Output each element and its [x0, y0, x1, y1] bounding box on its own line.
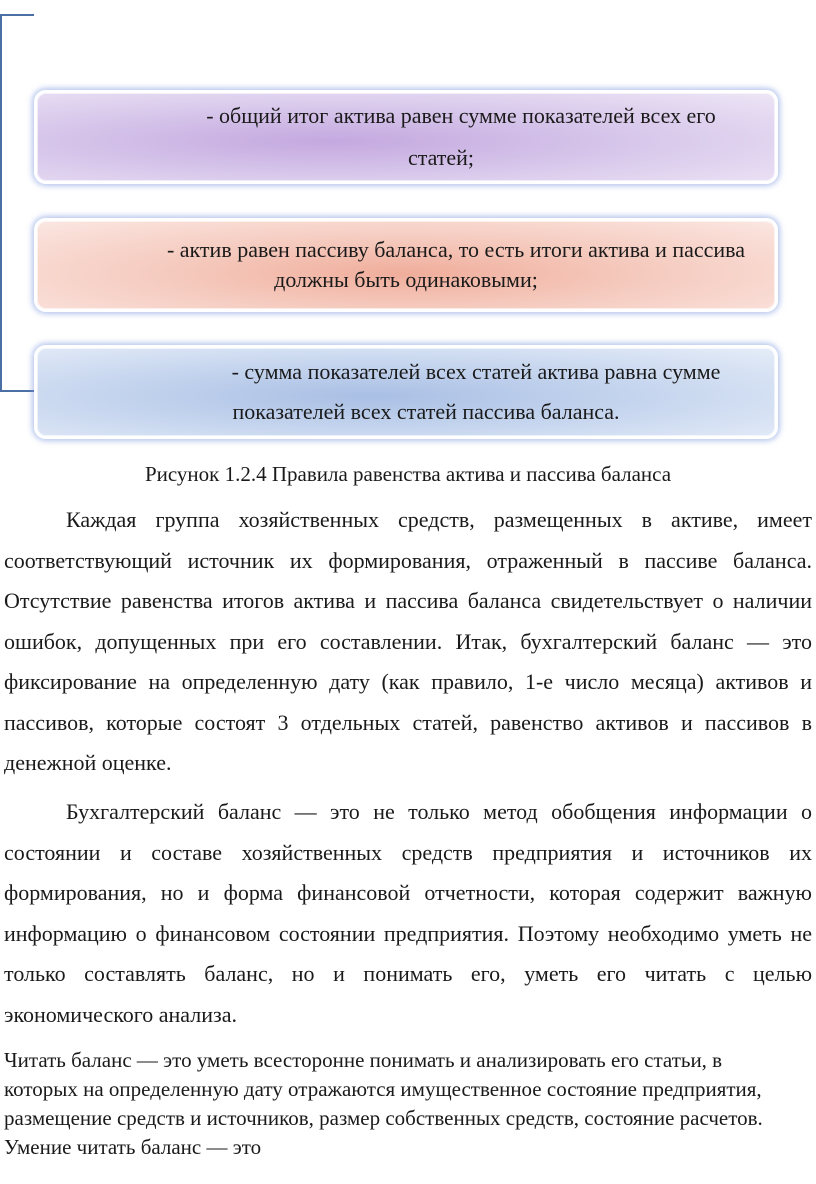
rule-box-line: статей;: [407, 145, 475, 170]
rule-box-line: - актив равен пассиву баланса, то есть итоги актива и пассива: [166, 237, 746, 262]
rule-box-line: должны быть одинаковыми;: [274, 267, 538, 292]
rule-box-total-assets: [34, 90, 778, 184]
figure-caption: Рисунок 1.2.4 Правила равенства актива и пассива баланса: [144, 462, 672, 486]
rule-box-assets-equal-liabilities: [34, 218, 778, 312]
paragraph: Бухгалтерский баланс — это не только метод обобщения информации о состоянии и составе хозяйственных средств предприятия и источников их формирования, но и форма финансовой отчетности, которая содержит важную информацию о финансовом состоянии предприятия. Поэтому необходимо уметь не только составлять баланс, но и понимать его, уметь его читать с целью экономического анализа.: [4, 799, 812, 1027]
diagram-bracket: [0, 14, 34, 392]
rule-box-line: показателей всех статей пассива баланса.: [232, 399, 620, 424]
paragraph: Читать баланс — это уметь всесторонне понимать и анализировать его статьи, в которых на определенную дату отражаются имущественное состояние предприятия, размещение средств и источников, размер собственных средств, состояние расчетов. Умение читать баланс — это: [4, 1048, 763, 1159]
rule-box-line: - сумма показателей всех статей актива равна сумме: [231, 359, 721, 384]
paragraph: Каждая группа хозяйственных средств, размещенных в активе, имеет соответствующий источник их формирования, отраженный в пассиве баланса. Отсутствие равенства итогов актива и пассива баланса свидетельствует о наличии ошибок, допущенных при его составлении. Итак, бухгалтерский баланс — это фиксирование на определенную дату (как правило, 1-е число месяца) активов и пассивов, которые состоят 3 отдельных статей, равенство активов и пассивов в денежной оценке.: [4, 507, 812, 775]
rule-box-line: - общий итог актива равен сумме показателей всех его: [206, 103, 716, 128]
rule-box-sum-items: [34, 345, 778, 439]
